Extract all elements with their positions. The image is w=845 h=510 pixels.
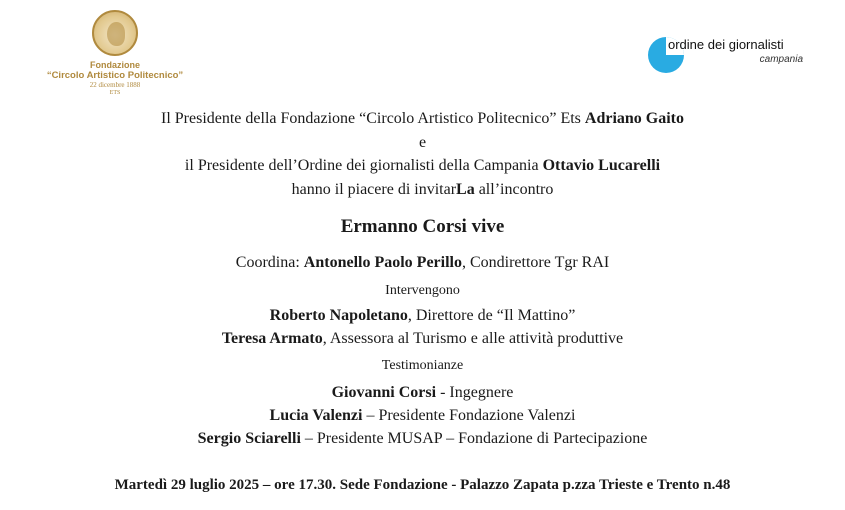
logo-right-name: ordine dei giornalisti [668, 37, 784, 52]
fondazione-logo [40, 10, 190, 97]
intro-line-3: il Presidente dell’Ordine dei giornalisti della Campania Ottavio Lucarelli [184, 157, 661, 174]
intro-line-2: e [418, 134, 427, 151]
president-fondazione-name: Adriano Gaito [584, 110, 685, 127]
logo-left-subtitle: “Circolo Artistico Politecnico” [46, 70, 184, 81]
speakers-heading: Intervengono [385, 283, 460, 298]
coordinator-name: Antonello Paolo Perillo [303, 254, 462, 271]
ordine-giornalisti-logo [647, 34, 817, 74]
testimonial-item: Sergio Sciarelli – Presidente MUSAP – Fondazione di Partecipazione [197, 430, 648, 447]
logo-left-date: 22 dicembre 1888 [89, 81, 141, 89]
event-title: Ermanno Corsi vive [340, 216, 505, 237]
logo-left-suffix: ETS [109, 90, 121, 96]
logo-right-region: campania [759, 54, 803, 65]
speaker-item: Roberto Napoletano, Direttore de “Il Mattino” [269, 307, 576, 324]
intro-line-1: Il Presidente della Fondazione “Circolo Artistico Politecnico” Ets Adriano Gaito [160, 110, 685, 127]
president-ordine-name: Ottavio Lucarelli [542, 157, 661, 174]
coordinator-line: Coordina: Antonello Paolo Perillo, Condirettore Tgr RAI [235, 254, 610, 271]
event-date-location: Martedì 29 luglio 2025 – ore 17.30. Sede Fondazione - Palazzo Zapata p.zza Trieste e Trento n.48 [114, 477, 731, 493]
testimonial-item: Giovanni Corsi - Ingegnere [331, 384, 514, 401]
medallion-emblem-icon [92, 10, 138, 56]
intro-line-4: hanno il piacere di invitarLa all’incontro [291, 181, 554, 198]
testimonial-item: Lucia Valenzi – Presidente Fondazione Valenzi [269, 407, 576, 424]
logo-left-name: Fondazione [90, 60, 140, 70]
speaker-item: Teresa Armato, Assessora al Turismo e alle attività produttive [221, 330, 624, 347]
testimonials-heading: Testimonianze [381, 358, 464, 373]
